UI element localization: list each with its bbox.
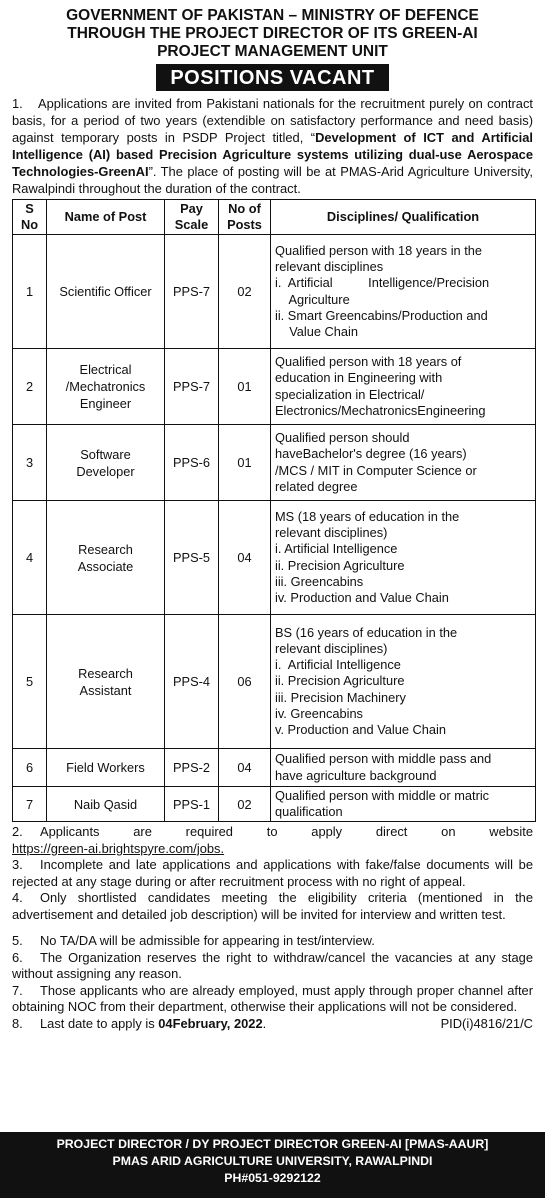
note-7: 7. Those applicants who are already employed, must apply through proper channel after obtaining NOC from their department, otherwise their applications will not be considered.: [12, 982, 533, 1015]
qualification-line: related degree: [275, 478, 358, 494]
cell-post-count: 02: [219, 235, 271, 349]
cell-post-count: 06: [219, 615, 271, 749]
post-name-line: Field Workers: [66, 760, 145, 775]
cell-qualification: [271, 235, 536, 349]
project-title: Development of ICT and Artificial Intelligence (AI) based Precision Agriculture systems utilizing dual-use Aerospace Technologies-GreenAI: [12, 130, 533, 179]
cell-pay-scale: PPS-2: [165, 749, 219, 787]
cell-post-name: [47, 235, 165, 349]
qualification-line: have agriculture background: [275, 767, 437, 783]
cell-post-name: [47, 425, 165, 501]
qualification-line: iv. Production and Value Chain: [275, 589, 449, 605]
cell-post-count: 01: [219, 425, 271, 501]
qualification-line: ii. Precision Agriculture: [275, 673, 405, 689]
cell-sno: 5: [13, 615, 47, 749]
cell-post-name: [47, 787, 165, 822]
spacer: [0, 923, 545, 933]
post-name-line: Research: [78, 541, 133, 557]
cell-sno: 7: [13, 787, 47, 822]
cell-post-count: 04: [219, 749, 271, 787]
intro-text-b: ”. The place of posting will be at PMAS-Arid Agriculture University, Rawalpindi throughout the duration of the contract.: [12, 164, 533, 196]
cell-post-name: [47, 749, 165, 787]
table-row: [13, 349, 536, 425]
cell-pay-scale: PPS-6: [165, 425, 219, 501]
banner-wrap: [0, 64, 545, 91]
note-6: 6. The Organization reserves the right to withdraw/cancel the vacancies at any stage without assigning any reason.: [12, 949, 533, 982]
post-name-line: Associate: [77, 558, 134, 574]
pid-code: PID(i)4816/21/C: [440, 1015, 533, 1031]
intro-number: 1.: [12, 96, 23, 111]
cell-post-count: 01: [219, 349, 271, 425]
table-row: [13, 235, 536, 349]
qualification-line: Agriculture: [275, 291, 350, 307]
header-sno: S No: [13, 200, 47, 235]
table-row: [13, 615, 536, 749]
post-name-line: Electrical: [79, 362, 132, 377]
cell-post-count: 02: [219, 787, 271, 822]
header-line-2: THROUGH THE PROJECT DIRECTOR OF ITS GREEN-AI: [67, 25, 478, 42]
note-5: 5. No TA/DA will be admissible for appearing in test/interview.: [12, 933, 375, 949]
footer: [0, 1132, 545, 1198]
header-qualification: Disciplines/ Qualification: [271, 200, 536, 235]
table-row: [13, 501, 536, 615]
qualification-line: iv. Greencabins: [275, 705, 363, 721]
table-body: [13, 235, 536, 822]
qualification-line: relevant disciplines): [275, 525, 388, 541]
qualification-line: v. Production and Value Chain: [275, 722, 446, 737]
header-post: Name of Post: [47, 200, 165, 235]
last-date: 04February, 2022: [158, 1015, 263, 1031]
cell-qualification: [271, 425, 536, 501]
note-3: 3. Incomplete and late applications and applications with fake/false documents will be rejected at any stage during or after recruitment process with no right of appeal.: [12, 857, 533, 889]
footer-phone: PH#051-9292122: [224, 1171, 321, 1185]
qualification-line: education in Engineering with: [275, 370, 443, 386]
table-row: [13, 787, 536, 822]
cell-qualification: [271, 501, 536, 615]
qualification-line: haveBachelor's degree (16 years): [275, 446, 467, 462]
cell-sno: 6: [13, 749, 47, 787]
cell-pay-scale: PPS-5: [165, 501, 219, 615]
qualification-line: i. Artificial Intelligence/Precision: [275, 275, 490, 291]
cell-post-name: [47, 349, 165, 425]
qualification-line: qualification: [275, 804, 343, 820]
intro-text-a: Applications are invited from Pakistani nationals for the recruitment purely on contract basis, for a period of two years (extendible on satisfactory performance and need basis) against temporary posts in PSDP Project titled, “: [12, 96, 533, 145]
note-8-line: [0, 1016, 545, 1032]
table-row: [13, 749, 536, 787]
qualification-line: /MCS / MIT in Computer Science or: [275, 462, 477, 478]
positions-vacant-banner: POSITIONS VACANT: [156, 64, 388, 91]
header-posts: No of Posts: [219, 200, 271, 235]
post-name-line: Naib Qasid: [73, 796, 138, 812]
post-name-line: Software Developer: [76, 446, 135, 479]
cell-qualification: [271, 749, 536, 787]
post-name-line: /Mechatronics: [65, 379, 146, 394]
post-name-line: Research Assistant: [78, 665, 133, 698]
intro-paragraph: [0, 95, 545, 197]
qualification-line: Qualified person should: [275, 430, 410, 446]
cell-qualification: [271, 615, 536, 749]
qualification-line: Qualified person with middle or matric: [275, 788, 490, 803]
header: [0, 0, 545, 61]
qualification-line: BS (16 years of education in the: [275, 624, 458, 640]
note-4: 4. Only shortlisted candidates meeting the eligibility criteria (mentioned in the advertisement and detailed job description) will be invited for interview and written test.: [12, 890, 533, 922]
note-2: 2. Applicants are required to apply direct on website https://green-ai.brightspyre.com/jobs.: [12, 824, 533, 856]
cell-sno: 2: [13, 349, 47, 425]
table-row: [13, 425, 536, 501]
cell-post-name: [47, 501, 165, 615]
cell-sno: 4: [13, 501, 47, 615]
cell-sno: 1: [13, 235, 47, 349]
cell-pay-scale: PPS-1: [165, 787, 219, 822]
footer-line-1: PROJECT DIRECTOR / DY PROJECT DIRECTOR GREEN-AI [PMAS-AAUR]: [56, 1137, 489, 1151]
cell-qualification: [271, 349, 536, 425]
qualification-line: Qualified person with middle pass and: [275, 751, 492, 767]
qualification-line: i. Artificial Intelligence: [275, 541, 398, 557]
qualification-line: MS (18 years of education in the: [275, 508, 460, 524]
qualification-line: Qualified person with 18 years of: [275, 354, 462, 370]
table-header-row: [13, 200, 536, 235]
qualification-line: ii. Smart Greencabins/Production and: [275, 307, 488, 323]
qualification-line: iii. Precision Machinery: [275, 689, 406, 705]
cell-pay-scale: PPS-7: [165, 349, 219, 425]
header-line-3: PROJECT MANAGEMENT UNIT: [157, 43, 388, 60]
application-website-link[interactable]: https://green-ai.brightspyre.com/jobs.: [12, 840, 225, 856]
qualification-line: relevant disciplines: [275, 259, 384, 275]
note-8: 8. Last date to apply is 04February, 2022.: [12, 1015, 267, 1031]
post-name-line: Scientific Officer: [59, 284, 152, 299]
qualification-line: Qualified person with 18 years in the: [275, 242, 482, 258]
post-name-line: Engineer: [79, 396, 132, 411]
qualification-line: Value Chain: [275, 323, 358, 339]
cell-sno: 3: [13, 425, 47, 501]
qualification-line: i. Artificial Intelligence: [275, 657, 401, 673]
header-pay: Pay Scale: [165, 200, 219, 235]
positions-table: [12, 199, 536, 822]
cell-pay-scale: PPS-4: [165, 615, 219, 749]
qualification-line: Electronics/MechatronicsEngineering: [275, 402, 486, 418]
footer-line-2: PMAS ARID AGRICULTURE UNIVERSITY, RAWALPINDI: [112, 1154, 433, 1168]
qualification-line: specialization in Electrical/: [275, 386, 425, 402]
cell-post-name: [47, 615, 165, 749]
cell-pay-scale: PPS-7: [165, 235, 219, 349]
qualification-line: ii. Precision Agriculture: [275, 557, 405, 573]
qualification-line: relevant disciplines): [275, 640, 388, 656]
qualification-line: iii. Greencabins: [275, 573, 364, 589]
cell-qualification: [271, 787, 536, 822]
cell-post-count: 04: [219, 501, 271, 615]
header-line-1: GOVERNMENT OF PAKISTAN – MINISTRY OF DEFENCE: [66, 7, 479, 24]
